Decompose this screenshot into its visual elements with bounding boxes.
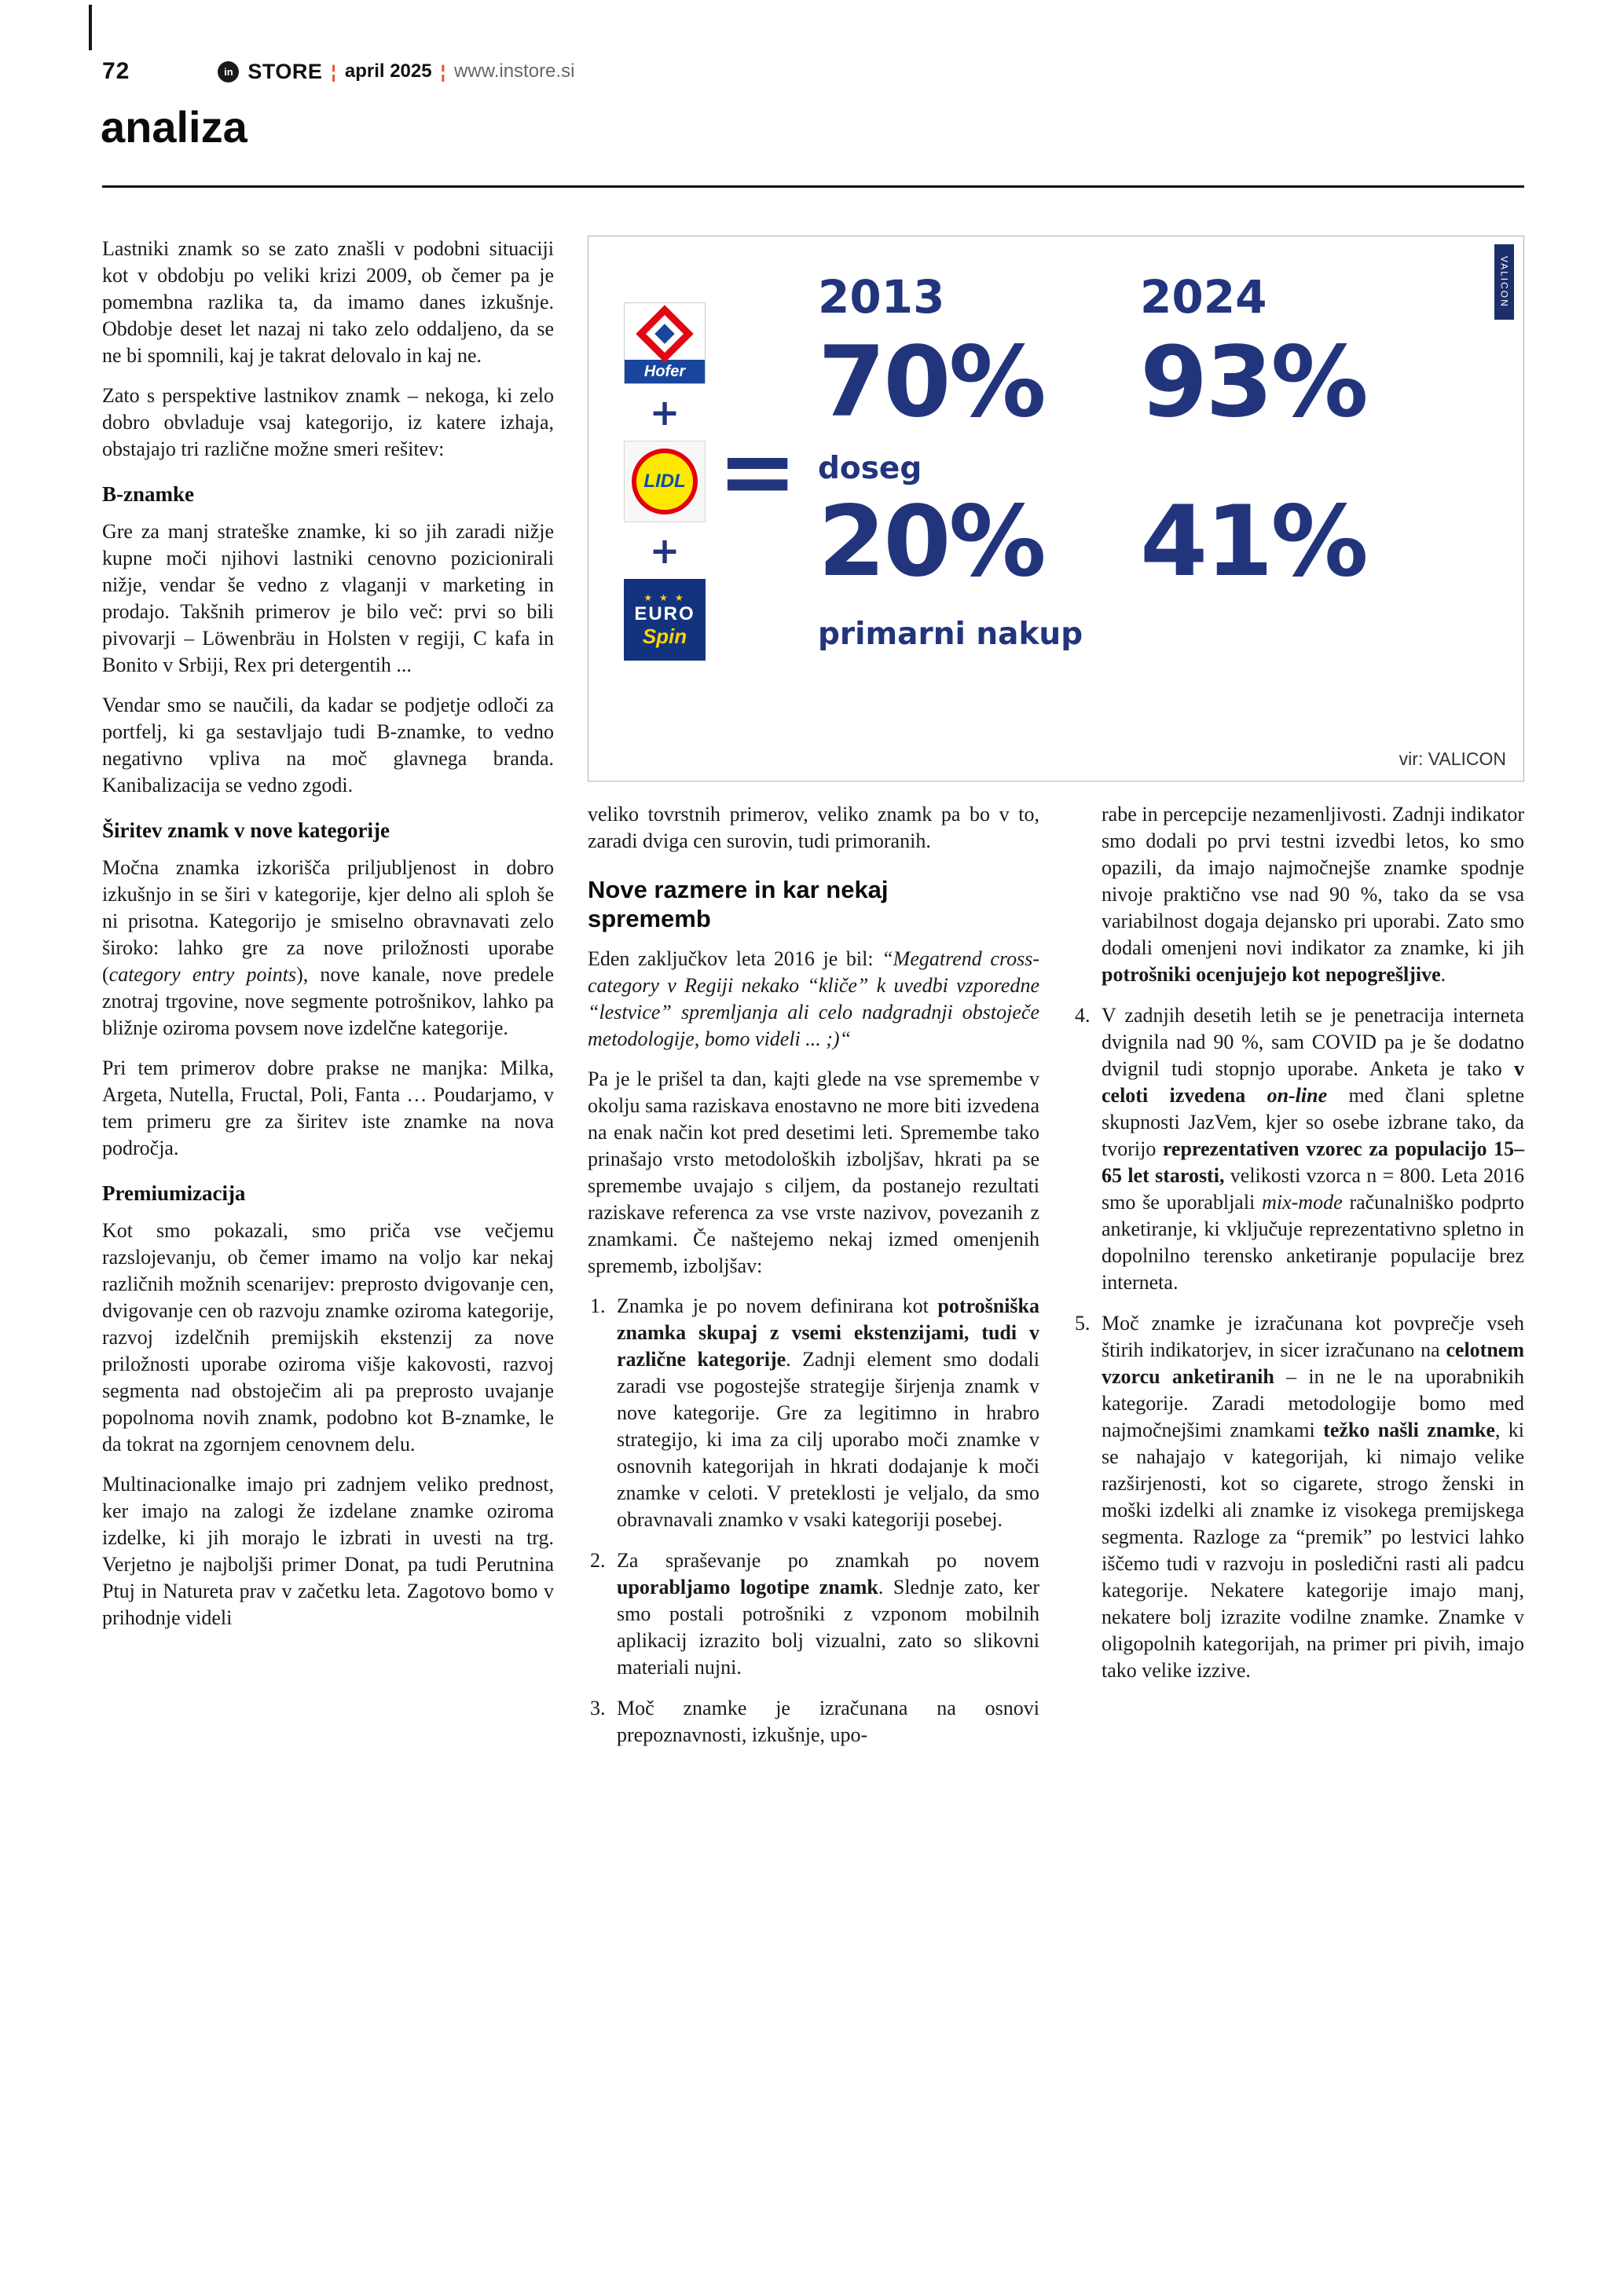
text-run: Kot smo pokazali, smo priča vse večjemu razslojevanju, ob čemer imamo na voljo kar nekaj različnih možnih scenarijev: preprosto dvigovanje cen, dvigovanje cen ob razvoju znamke oziroma kategorije, razvoj izdelčnih premijskih ekstenzij za nove priložnosti uporabe oziroma višje kakovosti, razvoj segmenta nad obstoječim ali pa preprosto uvajanje popolnoma novih znamk, podobno kot B-znamke, le da tokrat na zgornjem cenovnem delu. xyxy=(102,1219,554,1456)
hofer-wordmark: Hofer xyxy=(625,360,705,383)
text-run: Znamka je po novem definirana kot xyxy=(617,1294,938,1317)
text-run: Lastniki znamk so se zato znašli v podobni situaciji kot v obdobju po veliki krizi 2009, ob čemer pa je pomembna razlika ta, da imamo danes izkušnje. Obdobje deset let nazaj ni tako zelo oddaljeno, da se ne bi spomnili, kaj je takrat delovalo in kaj ne. xyxy=(102,237,554,367)
text-run: med člani spletne skupnosti JazVem, kjer so osebe izbrane tako, da tvorijo xyxy=(1102,1084,1524,1160)
purchase-2024-value: 41% xyxy=(1140,485,1366,599)
text-run: , ki se nahajajo v kategorijah, ki nimajo velike razširjenosti, kot so cigarete, strogo ženski in moški izdelki ali znamke iz visokega premijskega segmenta. Razloge za “premik” po lestvici lahko iščemo tudi v razvoju in posledični rasti ali padcu kategorije. Nekatere kategorije imajo manj, nekatere bolj izrazite vodilne znamke. Znamke v oligopolnih kategorijah, na primer pri pivih, imajo tako velike izzive. xyxy=(1102,1419,1524,1682)
text-run: v celoti izvedena xyxy=(1102,1057,1524,1107)
instore-logo-icon: in xyxy=(218,61,239,82)
text-run: uporabljamo logotipe znamk xyxy=(617,1576,878,1598)
column-1 xyxy=(102,236,554,1763)
paragraph xyxy=(102,1055,554,1162)
text-run: . Zadnji element smo dodali zaradi vse pogostejše strategije širjenja znamk v nove kategorije. Gre za legitimno in hrabro strategijo, ki ima za cilj uporabo moči znamke v osnovnih kategorijah in hkrati dodajanje k moči znamke v celoti. V preteklosti je veljalo, da smo obravnavali znamko v vsaki kategoriji posebej. xyxy=(617,1348,1039,1531)
right-area xyxy=(588,236,1524,1763)
paragraph xyxy=(102,236,554,369)
paragraph xyxy=(102,383,554,463)
list-continuation xyxy=(1072,801,1524,988)
magazine-name: STORE xyxy=(247,59,323,83)
numbered-item xyxy=(588,1547,1039,1681)
lidl-logo xyxy=(624,441,706,522)
text-run: Moč znamke je izračunana kot povprečje vseh štirih indikatorjev, in sicer izračunano na xyxy=(1102,1312,1524,1361)
paragraph xyxy=(102,1471,554,1631)
issue-date: april 2025 xyxy=(344,60,432,82)
year-2024: 2024 xyxy=(1140,270,1267,324)
text-run: Pa je le prišel ta dan, kajti glede na vse spremembe v okolju sama raziskava enostavno ne more biti izvedena na enak način kot pred desetimi leti. Spremembe tako prinašajo vrsto metodoloških izboljšav, hkrati pa se spremembe uvajajo s ciljem, da postanejo rezultati raziskave referenca za vse vrste nazivov, povezanih z znamkami. Če naštejemo nekaj izmed omenjenih sprememb, izboljšav: xyxy=(588,1067,1039,1277)
separator: ¦ xyxy=(331,60,336,82)
paragraph xyxy=(102,855,554,1042)
text-run: celotnem vzorcu anketiranih xyxy=(1102,1338,1524,1388)
separator: ¦ xyxy=(440,60,446,82)
numbered-item xyxy=(1072,1002,1524,1296)
column-3 xyxy=(1072,801,1524,1763)
text-run: ), nove kanale, nove predele znotraj trgovine, nove segmente potrošnikov, lahko pa bližnje oziroma povsem nove izdelčne kategorije. xyxy=(102,963,555,1039)
reach-2013-value: 70% xyxy=(818,326,1044,439)
lidl-wordmark: LIDL xyxy=(643,471,686,492)
hofer-emblem-icon xyxy=(625,303,705,360)
list-number: 1. xyxy=(590,1294,606,1317)
text-run: težko našli znamke xyxy=(1323,1419,1495,1441)
eurospin-logo xyxy=(624,579,706,661)
text-run: reprezentativen vzorec za populacijo 15–65 let starosti, xyxy=(1102,1137,1524,1187)
article-body xyxy=(102,236,1524,1763)
title-rule xyxy=(102,185,1524,188)
text-run: – in ne le na uporabnikih kategorije. Zaradi metodologije bomo med najmočnejšimi znamkami xyxy=(1102,1365,1524,1441)
valicon-infographic xyxy=(588,236,1524,782)
text-run: . xyxy=(1440,963,1446,986)
equals-sign: = xyxy=(717,416,798,527)
section-title: analiza xyxy=(101,102,247,152)
purchase-label: primarni nakup xyxy=(818,617,1083,652)
paragraph xyxy=(588,801,1039,855)
list-number: 2. xyxy=(590,1549,606,1572)
section-subheading: Nove razmere in kar nekaj sprememb xyxy=(588,876,889,932)
list-number: 4. xyxy=(1075,1004,1091,1027)
right-columns xyxy=(588,801,1524,1763)
list-number: 3. xyxy=(590,1697,606,1719)
list-number: 5. xyxy=(1075,1312,1091,1335)
eurospin-wordmark-spin: Spin xyxy=(642,624,687,648)
paragraph xyxy=(102,518,554,679)
numbered-item xyxy=(588,1695,1039,1749)
eurospin-wordmark-euro: EURO xyxy=(634,603,695,624)
retailer-logos xyxy=(621,302,708,661)
purchase-2013-value: 20% xyxy=(818,485,1044,599)
plus-sign: + xyxy=(649,529,680,572)
text-run: rabe in percepcije nezamenljivosti. Zadnji indikator smo dodali po prvi testni izvedbi letos, ko smo opazili, da imajo najmočnejše znamke spodnje nivoje praktično vse nad 90 %, tako da se vsa variabilnost dogaja dejansko pri uporabi. Zato smo dodali omenjeni novi indikator za znamke, ki jih xyxy=(1102,803,1524,959)
page-header xyxy=(102,60,574,83)
text-run: potrošniška znamka skupaj z vsemi ekstenzijami, tudi v različne kategorije xyxy=(617,1294,1039,1371)
page-corner-mark xyxy=(89,5,92,50)
website-url: www.instore.si xyxy=(454,60,575,82)
text-run: . Slednje zato, ker smo postali potrošniki z vzponom mobilnih aplikacij izrazito bolj vizualni, zato so slikovni materiali nujni. xyxy=(617,1576,1039,1679)
text-run: Eden zaključkov leta 2016 je bil: xyxy=(588,947,882,970)
paragraph xyxy=(588,1066,1039,1280)
text-run: Vendar smo se naučili, da kadar se podjetje odloči za portfelj, ki ga sestavljajo tudi B-znamke, to vedno negativno vpliva na moč glavnega branda. Kanibalizacija se vedno zgodi. xyxy=(102,694,554,796)
column-2 xyxy=(588,801,1039,1763)
eurospin-stars-icon: ★ ★ ★ xyxy=(643,592,686,603)
valicon-logo-vertical: VALICON xyxy=(1494,244,1514,320)
text-run: veliko tovrstnih primerov, veliko znamk pa bo v to, zaradi dviga cen surovin, tudi primoranih. xyxy=(588,803,1039,852)
magazine-logo xyxy=(218,61,574,82)
text-run: Gre za manj strateške znamke, ki so jih zaradi nižje kupne moči njihovi lastniki cenovno pozicionirali nižje, vendar še vedno z vlaganji v marketing in prodajo. Takšnih primerov je bilo več: prvi so bili pivovarji – Löwenbräu in Holsten v regiji, C kafa in Bonito v Srbiji, Rex pri detergentih ... xyxy=(102,520,554,676)
source-credit: vir: VALICON xyxy=(1399,749,1506,769)
text-run: računalniško podprto anketiranje, ki vključuje reprezentativno spletno in dopolnilno terensko anketiranje populacije brez interneta. xyxy=(1102,1191,1524,1294)
text-run: on-line xyxy=(1267,1084,1328,1107)
text-run: Za spraševanje po znamkah po novem xyxy=(617,1549,1039,1572)
metrics-grid xyxy=(818,270,1366,659)
subheading: Širitev znamk v nove kategorije xyxy=(102,818,390,842)
numbered-item xyxy=(1072,1310,1524,1684)
text-run: Zato s perspektive lastnikov znamk – nekoga, ki zelo dobro obvladuje vsaj kategorijo, iz katere izhaja, obstajajo tri različne možne smeri rešitev: xyxy=(102,384,554,460)
text-run: Pri tem primerov dobre prakse ne manjka: Milka, Argeta, Nutella, Fructal, Poli, Fanta … Poudarjamo, v tem primeru gre za širitev iste znamke na nova področja. xyxy=(102,1056,554,1159)
paragraph xyxy=(102,692,554,799)
text-run: Multinacionalke imajo pri zadnjem veliko prednost, ker imajo na zalogi že izdelane znamke oziroma izdelke, ki jih morajo le izbrati in uvesti na trg. Verjetno je najboljši primer Donat, pa tudi Perutnina Ptuj in Natureta prav v začetku leta. Zagotovo bomo v prihodnje videli xyxy=(102,1473,554,1629)
reach-label: doseg xyxy=(818,451,922,486)
text-run: velikosti vzorca n = 800. Leta 2016 smo še uporabljali xyxy=(1102,1164,1524,1214)
text-run: Močna znamka izkorišča priljubljenost in dobro izkušnjo in se širi v kategorije, kjer delno ali sploh še ni prisotna. Kategorijo je smiselno obravnavati zelo široko: lahko gre za nove priložnosti uporabe ( xyxy=(102,856,554,986)
text-run: mix-mode xyxy=(1262,1191,1343,1214)
paragraph xyxy=(102,1218,554,1458)
subheading: Premiumizacija xyxy=(102,1181,246,1205)
text-run: potrošniki ocenjujejo kot nepogrešljive xyxy=(1102,963,1441,986)
plus-sign: + xyxy=(649,391,680,434)
year-2013: 2013 xyxy=(818,270,945,324)
hofer-logo xyxy=(624,302,706,384)
paragraph xyxy=(588,946,1039,1053)
text-run: category entry points xyxy=(108,963,297,986)
numbered-item xyxy=(588,1293,1039,1533)
lidl-circle-icon xyxy=(632,449,698,514)
subheading: B-znamke xyxy=(102,482,194,506)
text-run: Moč znamke je izračunana na osnovi prepoznavnosti, izkušnje, upo- xyxy=(617,1697,1039,1746)
page-number: 72 xyxy=(102,58,130,84)
reach-2024-value: 93% xyxy=(1140,326,1366,439)
text-run: “Megatrend cross-category v Regiji nekako “kliče” k uvedbi vzporedne “lestvice” spremljanja ali celo nadgradnji obstoječe metodologije, bomo videli ... ;)“ xyxy=(588,947,1039,1050)
text-run: V zadnjih desetih letih se je penetracija interneta dvignila nad 90 %, sam COVID pa je še dodatno dvignil tudi stopnjo uporabe. Anketa je tako xyxy=(1102,1004,1524,1080)
